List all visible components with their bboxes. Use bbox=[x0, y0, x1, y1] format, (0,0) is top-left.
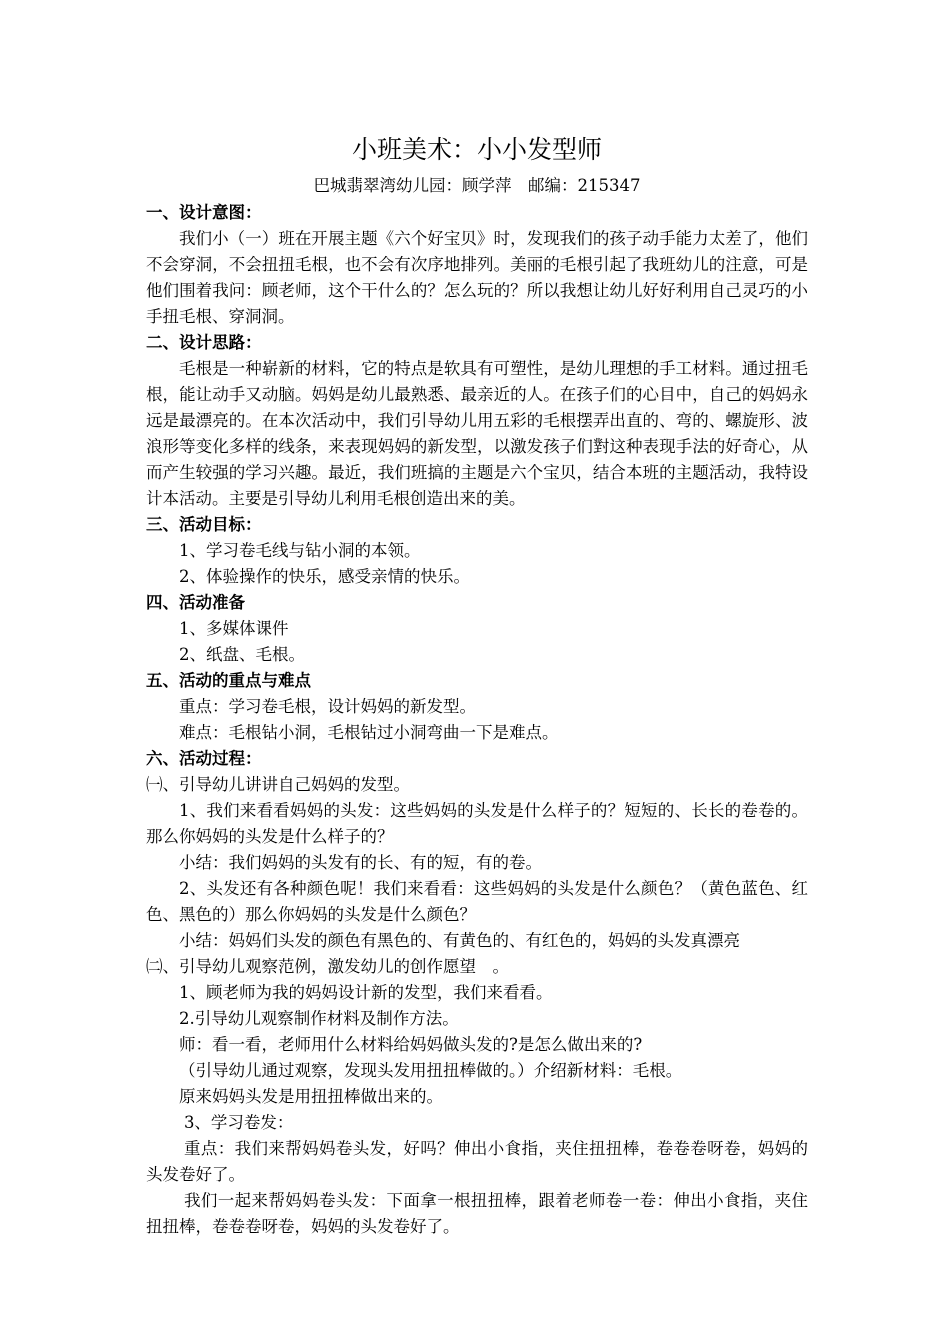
section-heading-design-intent: 一、设计意图： bbox=[146, 203, 262, 222]
paragraph: 小结：妈妈们头发的颜色有黑色的、有黄色的、有红色的，妈妈的头发真漂亮 bbox=[179, 931, 740, 950]
paragraph: 2、头发还有各种颜色呢！我们来看看：这些妈妈的头发是什么颜色？（黄色蓝色、红色、黑色的）那么你妈妈的头发是什么颜色？ bbox=[146, 879, 808, 924]
paragraph: 重点：我们来帮妈妈卷头发，好吗？伸出小食指，夹住扭扭棒，卷卷卷呀卷，妈妈的头发卷好了。 bbox=[146, 1139, 808, 1184]
paragraph: 1、顾老师为我的妈妈设计新的发型，我们来看看。 bbox=[179, 983, 553, 1002]
section-heading-design-ideas: 二、设计思路： bbox=[146, 333, 262, 352]
paragraph: 毛根是一种崭新的材料，它的特点是软具有可塑性，是幼儿理想的手工材料。通过扭毛根，能让动手又动脑。妈妈是幼儿最熟悉、最亲近的人。在孩子们的心目中，自己的妈妈永远是最漂亮的。在本次活动中，我们引导幼儿用五彩的毛根摆弄出直的、弯的、螺旋形、波浪形等变化多样的线条，来表现妈妈的新发型，以激发孩子们對这种表现手法的好奇心，从而产生较强的学习兴趣。最近，我们班搞的主题是六个宝贝，结合本班的主题活动，我特设计本活动。主要是引导幼儿利用毛根创造出来的美。 bbox=[146, 359, 808, 508]
paragraph: 我们一起来帮妈妈卷头发：下面拿一根扭扭棒，跟着老师卷一卷：伸出小食指，夹住扭扭棒，卷卷卷呀卷，妈妈的头发卷好了。 bbox=[146, 1191, 808, 1236]
subsection-title: ㈠、引导幼儿讲讲自己妈妈的发型。 bbox=[146, 775, 410, 794]
paragraph: 1、我们来看看妈妈的头发：这些妈妈的头发是什么样子的？短短的、长长的卷卷的。那么你妈妈的头发是什么样子的？ bbox=[146, 801, 808, 846]
list-item: 难点：毛根钻小洞，毛根钻过小洞弯曲一下是难点。 bbox=[179, 723, 559, 742]
list-item: 1、学习卷毛线与钻小洞的本领。 bbox=[179, 541, 421, 560]
section-heading-objectives: 三、活动目标： bbox=[146, 515, 262, 534]
paragraph: 我们小（一）班在开展主题《六个好宝贝》时，发现我们的孩子动手能力太差了，他们不会穿洞，不会扭扭毛根，也不会有次序地排列。美丽的毛根引起了我班幼儿的注意，可是他们围着我问：顾老师，这个干什么的？怎么玩的？所以我想让幼儿好好利用自己灵巧的小手扭毛根、穿洞洞。 bbox=[146, 229, 808, 326]
author-line: 巴城翡翠湾幼儿园：顾学萍 邮编：215347 bbox=[313, 176, 641, 195]
section-heading-preparation: 四、活动准备 bbox=[146, 593, 245, 612]
paragraph: 2.引导幼儿观察制作材料及制作方法。 bbox=[179, 1009, 459, 1028]
list-item: 1、多媒体课件 bbox=[179, 619, 289, 638]
section-heading-process: 六、活动过程： bbox=[146, 749, 262, 768]
list-item: 2、体验操作的快乐，感受亲情的快乐。 bbox=[179, 567, 470, 586]
paragraph: 小结：我们妈妈的头发有的长、有的短，有的卷。 bbox=[179, 853, 542, 872]
section-heading-key-points: 五、活动的重点与难点 bbox=[146, 671, 311, 690]
list-item: 2、纸盘、毛根。 bbox=[179, 645, 305, 664]
paragraph: 3、学习卷发： bbox=[183, 1113, 294, 1132]
list-item: 重点：学习卷毛根，设计妈妈的新发型。 bbox=[179, 697, 476, 716]
paragraph: 原来妈妈头发是用扭扭棒做出来的。 bbox=[179, 1087, 443, 1106]
paragraph: 师：看一看，老师用什么材料给妈妈做头发的?是怎么做出来的? bbox=[179, 1035, 643, 1054]
document-page bbox=[146, 130, 808, 1240]
page-title: 小班美术：小小发型师 bbox=[351, 135, 602, 164]
subsection-title: ㈡、引导幼儿观察范例，激发幼儿的创作愿望 。 bbox=[146, 957, 509, 976]
paragraph: （引导幼儿通过观察，发现头发用扭扭棒做的。）介绍新材料：毛根。 bbox=[179, 1061, 683, 1080]
